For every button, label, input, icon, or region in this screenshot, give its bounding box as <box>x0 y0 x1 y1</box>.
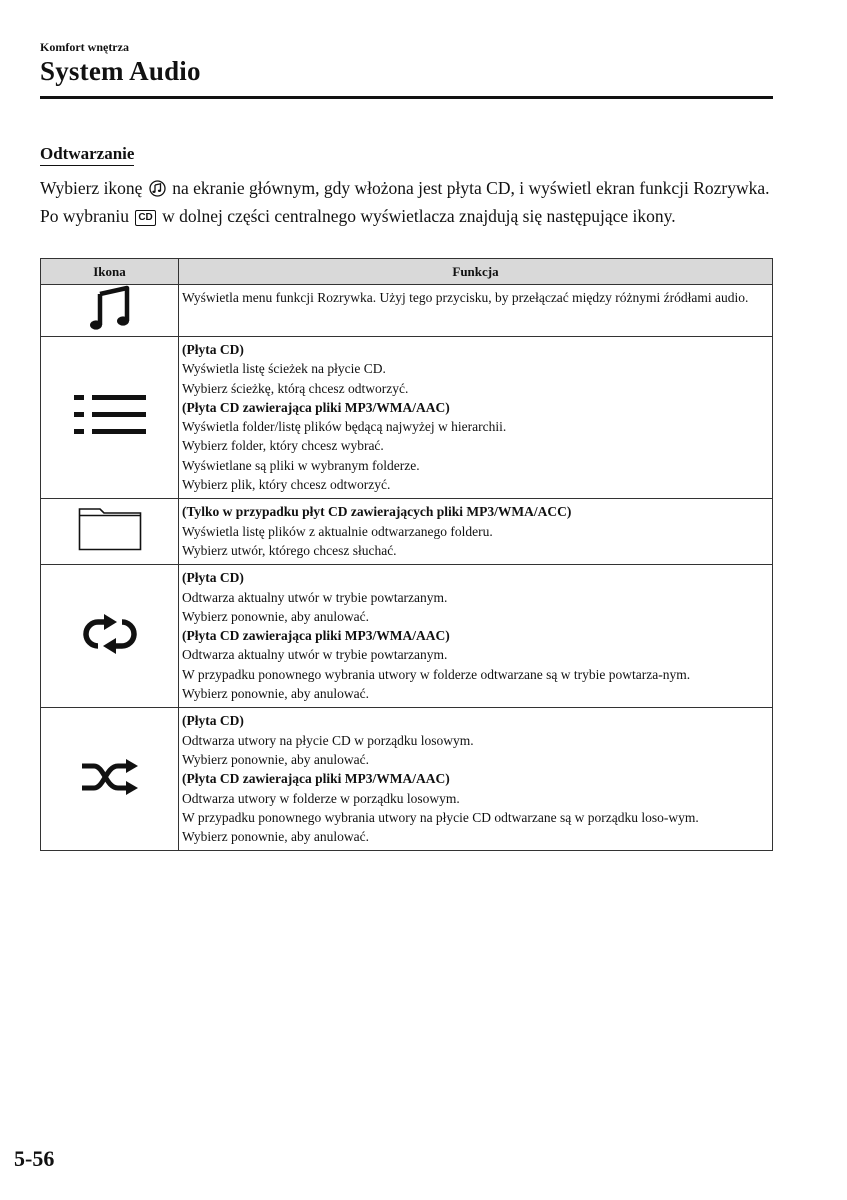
title-rule <box>40 96 773 99</box>
function-text: W przypadku ponownego wybrania utwory w folderze odtwarzane są w trybie powtarza-nym. <box>182 666 691 682</box>
function-text: Odtwarza utwory na płycie CD w porządku losowym. <box>182 732 474 748</box>
subheading: Odtwarzanie <box>40 144 134 166</box>
table-row <box>41 285 773 337</box>
function-text: Odtwarza aktualny utwór w trybie powtarzanym. <box>182 589 448 605</box>
music-note-icon <box>89 318 131 335</box>
icon-cell <box>41 337 179 499</box>
table-row <box>41 499 773 565</box>
function-text: Wyświetla listę plików z aktualnie odtwarzanego folderu. <box>182 523 493 539</box>
function-subheading: (Płyta CD) <box>182 570 244 586</box>
function-text: Wybierz ponownie, aby anulować. <box>182 686 369 702</box>
header-funkcja: Funkcja <box>179 259 773 285</box>
intro-paragraph <box>40 176 780 228</box>
header-ikona: Ikona <box>41 259 179 285</box>
repeat-icon <box>82 641 138 658</box>
table-row <box>41 337 773 499</box>
function-text: Odtwarza aktualny utwór w trybie powtarzanym. <box>182 647 448 663</box>
table-row <box>41 565 773 708</box>
list-icon <box>74 423 146 440</box>
function-text: Wybierz folder, który chcesz wybrać. <box>182 438 384 454</box>
shuffle-icon <box>80 782 140 799</box>
function-text: Wyświetla menu funkcji Rozrywka. Użyj tego przycisku, by przełączać między różnymi źródłami audio. <box>182 290 749 305</box>
icon-function-table <box>40 258 773 851</box>
function-cell <box>179 499 773 565</box>
function-subheading: (Płyta CD zawierająca pliki MP3/WMA/AAC) <box>182 771 450 787</box>
icon-cell <box>41 285 179 337</box>
folder-icon <box>78 538 142 555</box>
function-cell <box>179 708 773 851</box>
page-number: 5-56 <box>14 1146 55 1171</box>
function-subheading: (Płyta CD zawierająca pliki MP3/WMA/AAC) <box>182 628 450 644</box>
function-subheading: (Płyta CD) <box>182 713 244 729</box>
function-cell <box>179 285 773 337</box>
entertainment-circle-icon <box>149 179 166 204</box>
table-header-row <box>41 259 773 285</box>
cd-key-icon: CD <box>135 210 155 226</box>
function-text: Wybierz ponownie, aby anulować. <box>182 829 369 845</box>
function-subheading: (Tylko w przypadku płyt CD zawierających pliki MP3/WMA/ACC) <box>182 504 572 520</box>
function-text: Wybierz ponownie, aby anulować. <box>182 608 369 624</box>
icon-cell <box>41 708 179 851</box>
function-text: Wyświetlane są pliki w wybranym folderze. <box>182 457 420 473</box>
section-label: Komfort wnętrza <box>40 40 129 54</box>
intro-text-1: Wybierz ikonę <box>40 178 143 198</box>
intro-text-3: w dolnej części centralnego wyświetlacza znajdują się następujące ikony. <box>162 205 676 226</box>
function-text: Wybierz ścieżkę, którą chcesz odtworzyć. <box>182 380 409 396</box>
intro-text-2: na ekranie głównym, gdy włożona jest płyta CD, i wyświetl ekran funkcji Rozrywka. Po wybraniu <box>40 178 770 226</box>
table-row <box>41 708 773 851</box>
function-text: Wybierz utwór, którego chcesz słuchać. <box>182 542 397 558</box>
function-text: W przypadku ponownego wybrania utwory na płycie CD odtwarzane są w porządku loso-wym. <box>182 809 699 825</box>
function-text: Odtwarza utwory w folderze w porządku losowym. <box>182 790 460 806</box>
function-subheading: (Płyta CD) <box>182 342 244 357</box>
function-text: Wybierz plik, który chcesz odtworzyć. <box>182 477 391 493</box>
page-title: System Audio <box>40 56 201 86</box>
function-cell <box>179 337 773 499</box>
function-subheading: (Płyta CD zawierająca pliki MP3/WMA/AAC) <box>182 399 450 415</box>
function-text: Wyświetla folder/listę plików będącą najwyżej w hierarchii. <box>182 419 507 435</box>
icon-cell <box>41 565 179 708</box>
function-cell <box>179 565 773 708</box>
function-text: Wybierz ponownie, aby anulować. <box>182 751 369 767</box>
function-text: Wyświetla listę ścieżek na płycie CD. <box>182 361 386 377</box>
icon-cell <box>41 499 179 565</box>
